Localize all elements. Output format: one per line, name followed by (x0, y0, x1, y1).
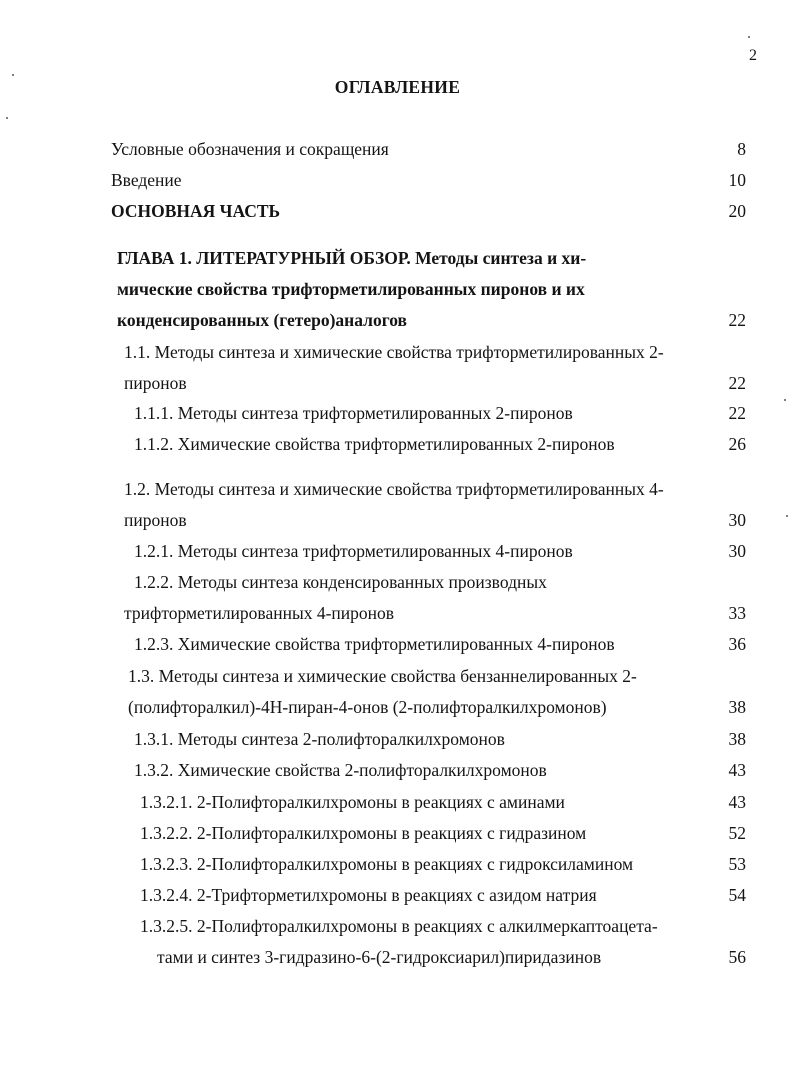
toc-entry-text: 1.3.1. Методы синтеза 2-полифторалкилхромонов (134, 729, 505, 749)
toc-page-number: 54 (728, 885, 746, 905)
scan-speck (6, 117, 8, 119)
toc-entry-text: 1.2.3. Химические свойства трифторметилированных 4-пиронов (134, 634, 615, 654)
toc-entry-text: 1.3.2. Химические свойства 2-полифторалкилхромонов (134, 760, 547, 780)
toc-entry-text: пиронов (124, 373, 187, 393)
toc-entry-text: трифторметилированных 4-пиронов (124, 603, 395, 623)
toc-entry-text: 1.3.2.2. 2-Полифторалкилхромоны в реакциях с гидразином (140, 823, 587, 843)
toc-page-number: 56 (728, 947, 746, 967)
toc-page-number: 20 (728, 201, 746, 221)
toc-entry-text: ГЛАВА 1. ЛИТЕРАТУРНЫЙ ОБЗОР. Методы синтеза и хи- (117, 248, 587, 268)
toc-entry-text: 1.2.1. Методы синтеза трифторметилированных 4-пиронов (134, 541, 573, 561)
toc-entry-text: (полифторалкил)-4H-пиран-4-онов (2-полифторалкилхромонов) (128, 697, 607, 717)
toc-page-number: 10 (728, 170, 746, 190)
toc-entry-text: тами и синтез 3-гидразино-6-(2-гидроксиарил)пиридазинов (157, 947, 602, 967)
toc-page-number: 22 (728, 403, 746, 423)
toc-entry-text: 1.1.2. Химические свойства трифторметилированных 2-пиронов (134, 434, 615, 454)
toc-page-number: 38 (728, 729, 746, 749)
scan-speck (12, 74, 14, 76)
toc-page-number: 43 (728, 792, 746, 812)
toc-entry-text: конденсированных (гетеро)аналогов (117, 310, 408, 330)
scan-speck (786, 515, 788, 517)
toc-page-number: 33 (728, 603, 746, 623)
scan-speck (784, 399, 786, 401)
toc-page-number: 36 (728, 634, 746, 654)
toc-page-number: 30 (728, 541, 746, 561)
toc-entry-text: 1.3.2.1. 2-Полифторалкилхромоны в реакциях с аминами (140, 792, 565, 812)
toc-entry-text: 1.3.2.3. 2-Полифторалкилхромоны в реакциях с гидроксиламином (140, 854, 634, 874)
toc-entry-text: Условные обозначения и сокращения (111, 139, 389, 159)
toc-page-number: 26 (728, 434, 746, 454)
toc-entry-text: мические свойства трифторметилированных пиронов и их (117, 279, 585, 299)
toc-page-number: 52 (728, 823, 746, 843)
toc-entry-text: Введение (111, 170, 182, 190)
toc-entry-text: 1.3. Методы синтеза и химические свойства бензаннелированных 2- (128, 666, 637, 686)
toc-entry-text: 1.1.1. Методы синтеза трифторметилированных 2-пиронов (134, 403, 573, 423)
toc-entry-text: 1.3.2.4. 2-Трифторметилхромоны в реакциях с азидом натрия (140, 885, 597, 905)
page-title: ОГЛАВЛЕНИЕ (334, 77, 461, 97)
toc-entry-text: 1.2. Методы синтеза и химические свойства трифторметилированных 4- (124, 479, 664, 499)
toc-page-number: 43 (728, 760, 746, 780)
scan-speck (748, 36, 750, 38)
toc-entry-text: 1.2.2. Методы синтеза конденсированных производных (134, 572, 547, 592)
toc-entry-text: 1.1. Методы синтеза и химические свойства трифторметилированных 2- (124, 342, 664, 362)
toc-entry-text: пиронов (124, 510, 187, 530)
toc-page-number: 53 (728, 854, 746, 874)
toc-entry-text: ОСНОВНАЯ ЧАСТЬ (111, 201, 281, 221)
toc-page-number: 22 (728, 373, 746, 393)
toc-page-number: 30 (728, 510, 746, 530)
page-number: 2 (749, 47, 757, 64)
toc-page-number: 8 (737, 139, 746, 159)
toc-page-number: 22 (728, 310, 746, 330)
toc-entry-text: 1.3.2.5. 2-Полифторалкилхромоны в реакциях с алкилмеркаптоацета- (140, 916, 658, 936)
toc-page-number: 38 (728, 697, 746, 717)
